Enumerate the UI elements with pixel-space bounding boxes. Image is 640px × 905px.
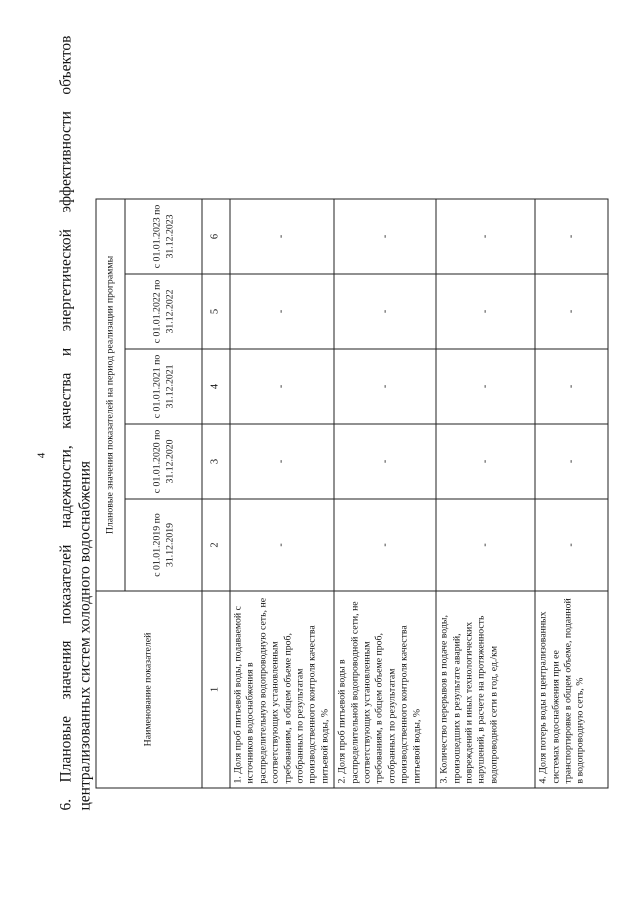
value-cell: - [436,199,535,274]
indicator-name: 3. Количество перерывов в подаче воды, произошедших в результате аварий, повреждений и иных технологических нарушений, в расчете на протяженность водопроводной сети в год, ед./км [436,591,535,788]
value-cell: - [535,274,608,349]
section-heading [56,35,94,810]
table-row [230,199,334,788]
period-header-2022: с 01.01.2022 по 31.12.2022 [125,274,202,349]
name-column-header: Наименование показателей [96,591,202,788]
indicators-table [95,198,608,788]
period-header-2020: с 01.01.2020 по 31.12.2020 [125,424,202,499]
value-cell: - [436,274,535,349]
value-cell: - [230,349,334,424]
period-header-2021: с 01.01.2021 по 31.12.2021 [125,349,202,424]
column-number: 4 [202,349,230,424]
period-header-2023: с 01.01.2023 по 31.12.2023 [125,199,202,274]
value-cell: - [535,499,608,591]
value-cell: - [334,274,436,349]
column-number-row [202,199,230,788]
value-cell: - [535,349,608,424]
value-cell: - [230,274,334,349]
period-header-2019: с 01.01.2019 по 31.12.2019 [125,499,202,591]
value-cell: - [334,349,436,424]
heading-line-2: централизованных систем холодного водоснабжения [76,460,93,810]
value-cell: - [436,499,535,591]
planned-values-group-header: Плановые значения показателей на период реализации программы [96,199,125,591]
column-number: 3 [202,424,230,499]
value-cell: - [334,199,436,274]
value-cell: - [230,199,334,274]
value-cell: - [230,424,334,499]
value-cell: - [535,199,608,274]
value-cell: - [436,349,535,424]
indicator-name: 1. Доля проб питьевой воды, подаваемой с источников водоснабжения в распределительную водопроводную сеть, не соответствующих установленным требованиям, в общем объеме проб, отобранных по результатам производственного контроля качества питьевой воды, % [230,591,334,788]
value-cell: - [334,499,436,591]
value-cell: - [230,499,334,591]
column-number: 1 [202,591,230,788]
indicator-name: 4. Доля потерь воды в централизованных системах водоснабжения при ее транспортировке в общем объеме, поданной в водопроводную сеть, % [535,591,608,788]
indicator-name: 2. Доля проб питьевой воды в распределительной водопроводной сети, не соответствующих установленным требованиям, в общем объеме проб, отобранных по результатам производственного контроля качества питьевой воды, % [334,591,436,788]
value-cell: - [535,424,608,499]
column-number: 2 [202,499,230,591]
value-cell: - [334,424,436,499]
value-cell: - [436,424,535,499]
heading-line-1: 6. Плановые значения показателей надежности, качества и энергетической эффективности объектов [57,35,74,810]
page-number: 4 [35,452,47,458]
table-row [334,199,436,788]
column-number: 6 [202,199,230,274]
table-row [436,199,535,788]
table-row [535,199,608,788]
column-number: 5 [202,274,230,349]
